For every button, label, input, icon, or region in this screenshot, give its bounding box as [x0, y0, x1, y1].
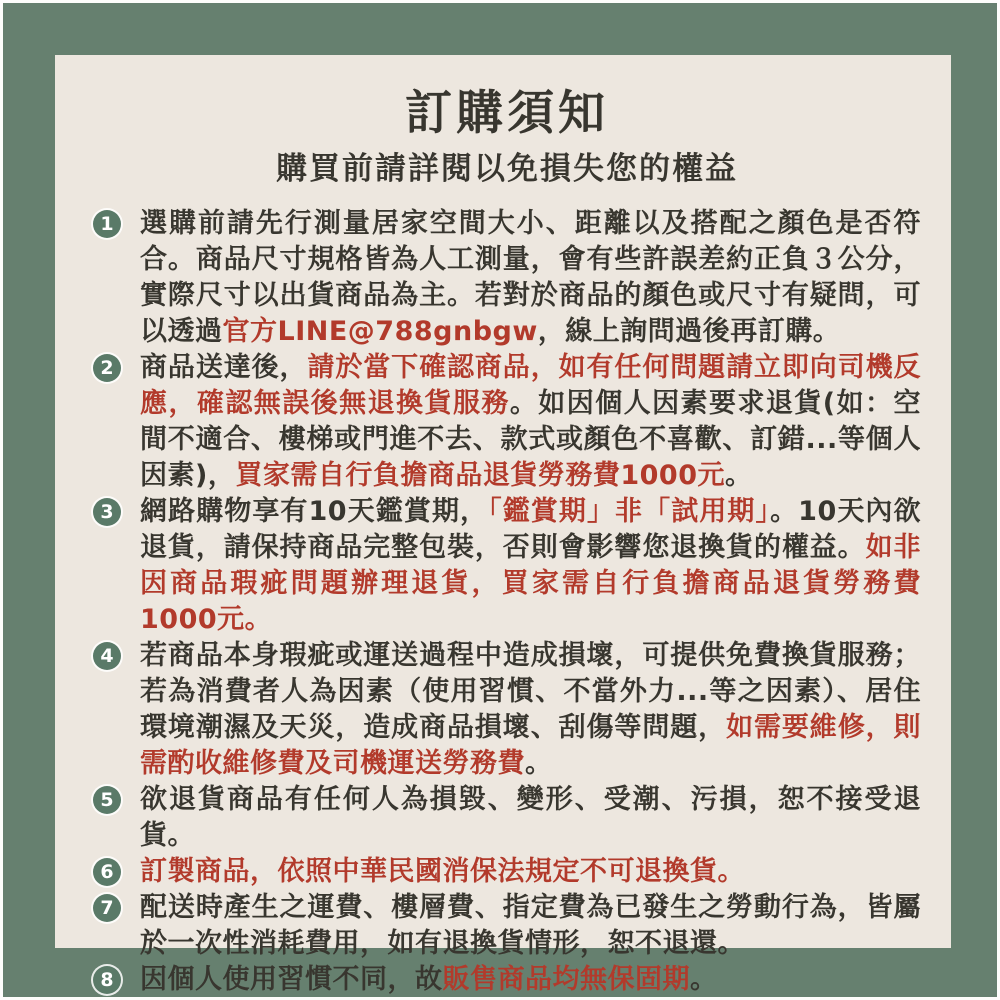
notice-text-segment: 。 [690, 964, 718, 995]
notice-text-segment: 。10天內欲退貨，請保持商品完整包裝，否則會影響您退換貨的權益。 [140, 496, 922, 563]
notice-text-emphasis: 如需要維修，則需酌收維修費及司機運送勞務費 [140, 712, 922, 779]
item-number-badge: 8 [93, 966, 121, 994]
notice-text-emphasis: 「鑑賞期」非「試用期」 [488, 496, 771, 527]
notice-text [140, 890, 921, 962]
notice-text [140, 854, 921, 890]
page-title: 訂購須知 [405, 86, 609, 141]
notice-item [93, 962, 921, 998]
notice-text-emphasis: 官方LINE@788gnbgw [222, 316, 538, 347]
notice-card [55, 55, 951, 995]
notice-text [140, 350, 921, 494]
notice-text [140, 782, 921, 854]
notice-text-segment: 配送時產生之運費、樓層費、指定費為已發生之勞動行為，皆屬於一次性消耗費用，如有退換貨情形，恕不退還。 [140, 892, 921, 959]
notice-text-emphasis: 請於當下確認商品，如有任何問題請立即向司機反應，確認無誤後無退換貨服務 [140, 352, 922, 419]
notice-text [140, 494, 921, 638]
notice-item [93, 638, 921, 782]
notice-text-segment: 商品送達後， [140, 352, 308, 383]
item-number-badge: 6 [93, 858, 121, 886]
notice-list [93, 206, 921, 998]
notice-item [93, 782, 921, 854]
item-number-badge: 5 [93, 786, 121, 814]
notice-text [140, 962, 921, 998]
notice-item [93, 890, 921, 962]
notice-text-segment: 因個人使用習慣不同，故 [140, 964, 443, 995]
notice-text-segment: 。 [525, 748, 553, 779]
item-number-badge: 2 [93, 354, 121, 382]
notice-text-segment: 。 [725, 460, 753, 491]
notice-item [93, 854, 921, 890]
item-number-badge: 7 [93, 894, 121, 922]
notice-text-emphasis: 販售商品均無保固期 [442, 964, 690, 995]
notice-text-emphasis: 如非因商品瑕疵問題辦理退貨，買家需自行負擔商品退貨勞務費1000元。 [140, 532, 922, 635]
notice-text-segment: 欲退貨商品有任何人為損毀、變形、受潮、污損，恕不接受退貨。 [140, 784, 921, 851]
page-subtitle: 購買前請詳閱以免損失您的權益 [276, 151, 738, 187]
notice-text-emphasis: 訂製商品，依照中華民國消保法規定不可退換貨。 [140, 856, 745, 887]
item-number-badge: 1 [93, 210, 121, 238]
notice-text-segment: 網路購物享有10天鑑賞期， [140, 496, 489, 527]
item-number-badge: 4 [93, 642, 121, 670]
notice-text-segment: 。如因個人因素要求退貨(如：空間不適合、樓梯或門進不去、款式或顏色不喜歡、訂錯...等個人因素)， [140, 388, 922, 491]
notice-text-segment: 選購前請先行測量居家空間大小、距離以及搭配之顏色是否符合。商品尺寸規格皆為人工測量，會有些許誤差約正負３公分，實際尺寸以出貨商品為主。若對於商品的顏色或尺寸有疑問，可以透過 [140, 208, 921, 347]
notice-item [93, 494, 921, 638]
notice-item [93, 206, 921, 350]
notice-text-emphasis: 買家需自行負擔商品退貨勞務費1000元 [235, 460, 725, 491]
notice-text-segment: 若商品本身瑕疵或運送過程中造成損壞，可提供免費換貨服務；若為消費者人為因素（使用習慣、不當外力...等之因素）、居住環境潮濕及天災，造成商品損壞、刮傷等問題， [140, 640, 921, 743]
notice-text [140, 206, 921, 350]
item-number-badge: 3 [93, 498, 121, 526]
notice-text-segment: ，線上詢問過後再訂購。 [537, 316, 841, 347]
notice-text [140, 638, 921, 782]
notice-item [93, 350, 921, 494]
